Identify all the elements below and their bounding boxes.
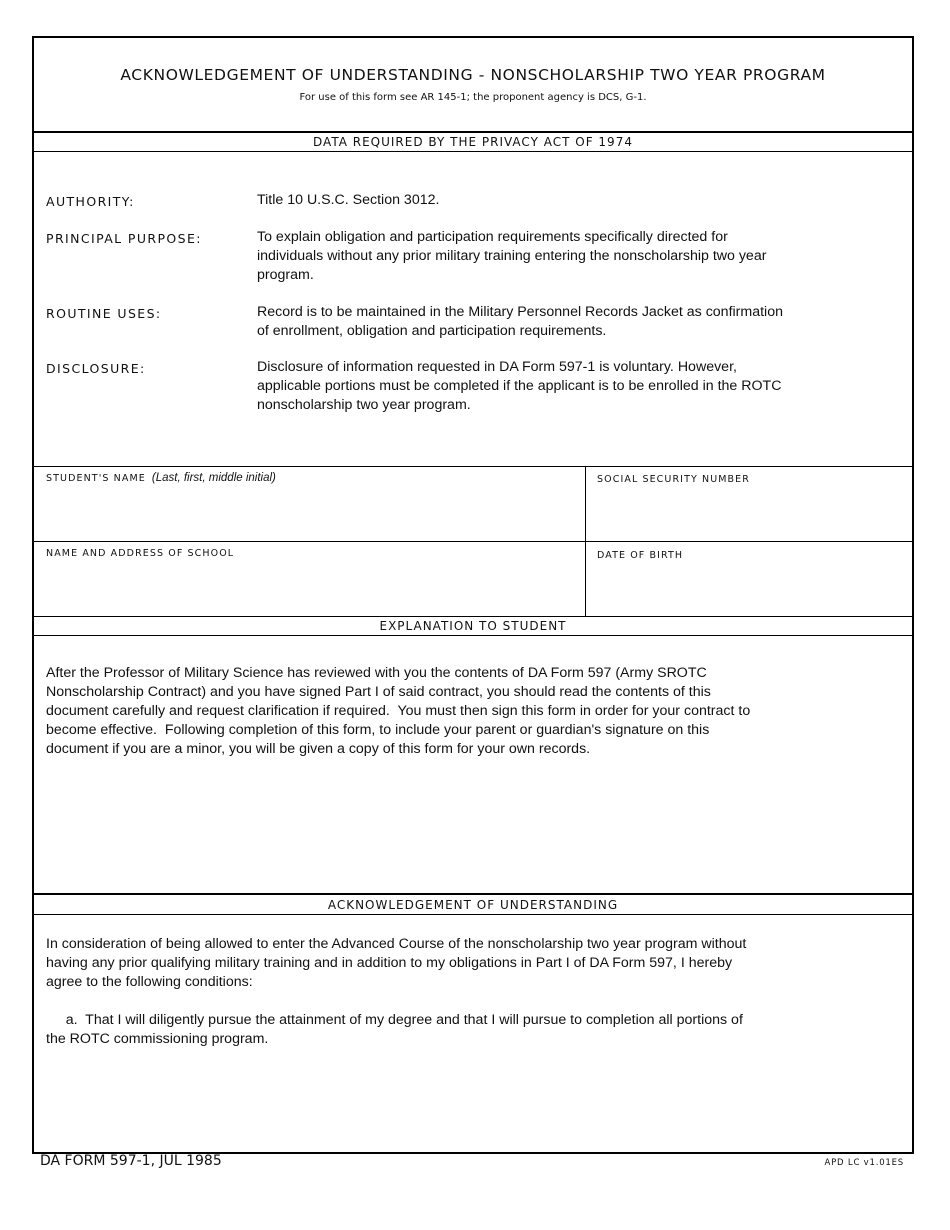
authority-text: Title 10 U.S.C. Section 3012. xyxy=(257,192,440,208)
acknowledgement-heading: ACKNOWLEDGEMENT OF UNDERSTANDING xyxy=(34,896,912,915)
ssn-label: SOCIAL SECURITY NUMBER xyxy=(597,474,750,485)
dob-label: DATE OF BIRTH xyxy=(597,550,684,561)
field-divider xyxy=(585,467,586,541)
explanation-section xyxy=(34,636,912,895)
disclosure-text: Disclosure of information requested in DA Form 597-1 is voluntary. However, applicable portions must be completed if the applicant is to be enrolled in the ROTC nonscholarship two year program. xyxy=(257,359,782,413)
authority-label: AUTHORITY: xyxy=(46,194,135,209)
school-label: NAME AND ADDRESS OF SCHOOL xyxy=(46,548,235,559)
disclosure-label: DISCLOSURE: xyxy=(46,361,146,376)
explanation-heading: EXPLANATION TO STUDENT xyxy=(34,617,912,636)
form-version: APD LC v1.01ES xyxy=(824,1158,904,1168)
principal-purpose-text: To explain obligation and participation requirements specifically directed for individuals without any prior military training entering the nonscholarship two year program. xyxy=(257,229,767,283)
student-name-label: STUDENT'S NAME xyxy=(46,473,146,484)
form-page xyxy=(32,36,914,1154)
routine-uses-label: ROUTINE USES: xyxy=(46,306,162,321)
acknowledgement-intro: In consideration of being allowed to enter the Advanced Course of the nonscholarship two year program without having any prior qualifying military training and in addition to my obligations in Part I of DA Form 597, I hereby agree to the following conditions: xyxy=(46,936,751,990)
routine-uses-text: Record is to be maintained in the Military Personnel Records Jacket as confirmation of enrollment, obligation and participation requirements. xyxy=(257,304,783,339)
name-ssn-row xyxy=(34,467,912,542)
field-divider xyxy=(585,542,586,616)
ssn-field[interactable] xyxy=(597,474,750,485)
student-name-hint: (Last, first, middle initial) xyxy=(151,472,276,484)
principal-purpose-label: PRINCIPAL PURPOSE: xyxy=(46,231,202,246)
privacy-act-section xyxy=(34,152,912,467)
explanation-text: After the Professor of Military Science has reviewed with you the contents of DA Form 597 (Army SROTC Nonscholarship Contract) and you have signed Part I of said contract, you should read the contents of this document carefully and request clarification if required. You must then sign this form in order for your contract to become effective. Following completion of this form, to include your parent or guardian's signature on this document if you are a minor, you will be given a copy of this form for your own records. xyxy=(46,665,755,757)
condition-a-text: a. That I will diligently pursue the attainment of my degree and that I will pursue to completion all portions of the ROTC commissioning program. xyxy=(46,1012,747,1047)
school-dob-row xyxy=(34,542,912,617)
student-name-field[interactable] xyxy=(46,472,276,484)
privacy-act-heading: DATA REQUIRED BY THE PRIVACY ACT OF 1974 xyxy=(34,133,912,152)
acknowledgement-section xyxy=(34,915,912,1152)
dob-field[interactable] xyxy=(597,550,683,561)
form-title: ACKNOWLEDGEMENT OF UNDERSTANDING - NONSCHOLARSHIP TWO YEAR PROGRAM xyxy=(120,66,826,84)
form-header xyxy=(34,38,912,133)
form-id: DA FORM 597-1, JUL 1985 xyxy=(40,1153,222,1169)
school-field[interactable] xyxy=(46,548,234,559)
form-subtitle: For use of this form see AR 145-1; the proponent agency is DCS, G-1. xyxy=(299,92,647,103)
